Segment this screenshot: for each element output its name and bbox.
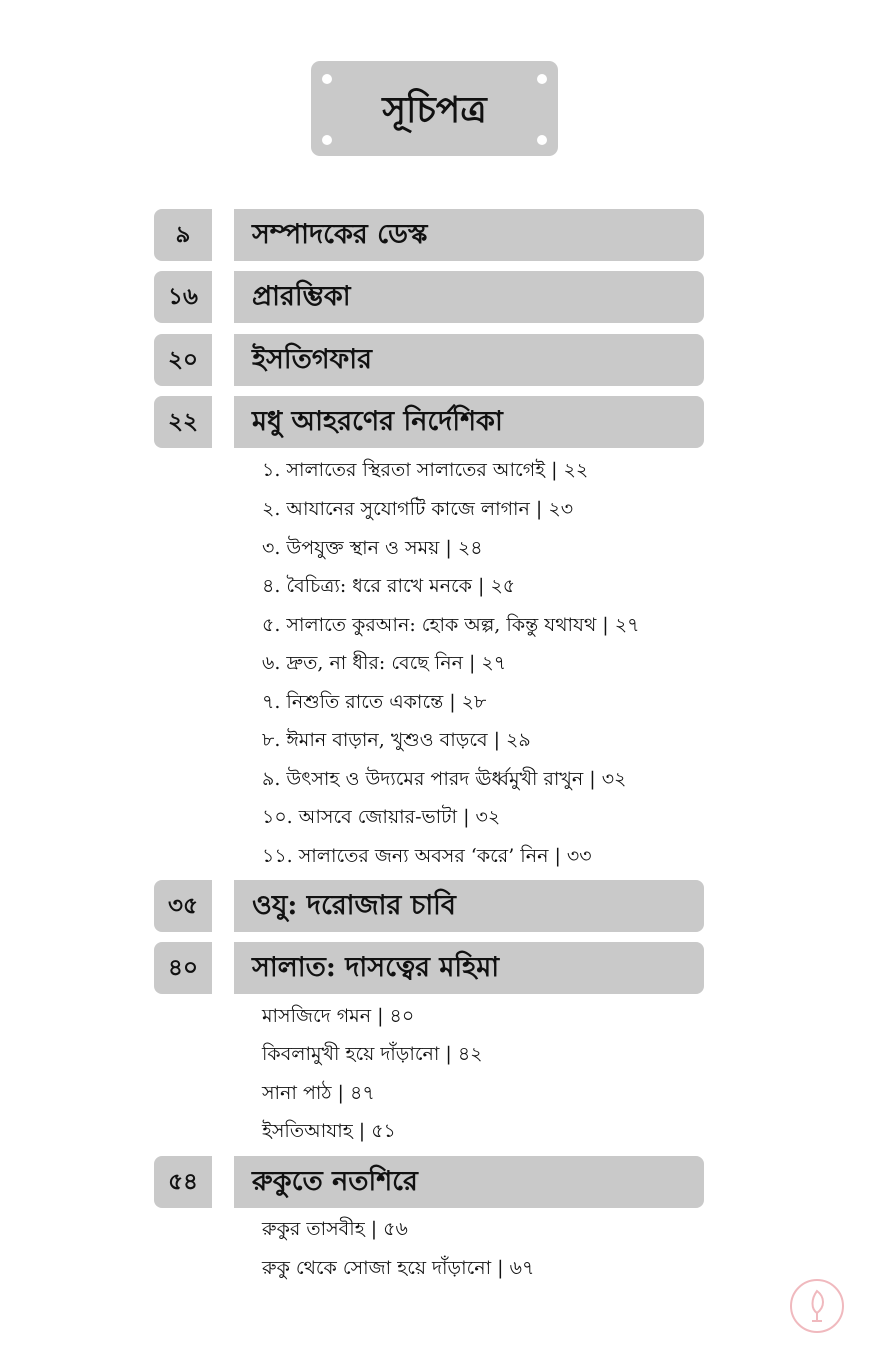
section-page-number: ২০ xyxy=(154,334,212,386)
toc-subitem[interactable]: রুকু থেকে সোজা হয়ে দাঁড়ানো | ৬৭ xyxy=(262,1257,535,1279)
toc-subitem[interactable]: ইসতিআযাহ | ৫১ xyxy=(262,1120,396,1142)
toc-subitem[interactable]: ৬. দ্রুত, না ধীর: বেছে নিন | ২৭ xyxy=(262,652,507,674)
section-page-number: ২২ xyxy=(154,396,212,448)
section-page-number: ৪০ xyxy=(154,942,212,994)
section-title: সম্পাদকের ডেস্ক xyxy=(234,209,704,261)
toc-section[interactable] xyxy=(154,880,704,932)
toc-section[interactable] xyxy=(154,209,704,261)
section-page-number: ৯ xyxy=(154,209,212,261)
publisher-logo-icon xyxy=(790,1279,844,1333)
section-title: প্রারম্ভিকা xyxy=(234,271,704,323)
toc-section[interactable] xyxy=(154,334,704,386)
page-title: সূচিপত্র xyxy=(382,89,487,131)
toc-section[interactable] xyxy=(154,271,704,323)
section-title: ইসতিগফার xyxy=(234,334,704,386)
toc-subitem[interactable]: ৪. বৈচিত্র্য: ধরে রাখে মনকে | ২৫ xyxy=(262,575,516,597)
toc-section[interactable] xyxy=(154,1156,704,1208)
toc-subitem[interactable]: মাসজিদে গমন | ৪০ xyxy=(262,1005,415,1027)
section-title: রুকুতে নতশিরে xyxy=(234,1156,704,1208)
toc-subitem[interactable]: রুকুর তাসবীহ | ৫৬ xyxy=(262,1218,408,1240)
toc-subitem[interactable]: ৩. উপযুক্ত স্থান ও সময় | ২৪ xyxy=(262,537,483,559)
toc-subitem[interactable]: কিবলামুখী হয়ে দাঁড়ানো | ৪২ xyxy=(262,1043,483,1065)
section-page-number: ১৬ xyxy=(154,271,212,323)
toc-subitem[interactable]: ৮. ঈমান বাড়ান, খুশুও বাড়বে | ২৯ xyxy=(262,729,531,751)
toc-section[interactable] xyxy=(154,396,704,448)
toc-section[interactable] xyxy=(154,942,704,994)
toc-subitem[interactable]: ১০. আসবে জোয়ার-ভাটা | ৩২ xyxy=(262,806,501,828)
toc-subitem[interactable]: ৭. নিশুতি রাতে একান্তে | ২৮ xyxy=(262,691,487,713)
section-page-number: ৩৫ xyxy=(154,880,212,932)
toc-subitem[interactable]: সানা পাঠ | ৪৭ xyxy=(262,1082,375,1104)
toc-subitem[interactable]: ১. সালাতের স্থিরতা সালাতের আগেই | ২২ xyxy=(262,459,589,481)
toc-subitem[interactable]: ২. আযানের সুযোগটি কাজে লাগান | ২৩ xyxy=(262,498,574,520)
title-plate xyxy=(311,61,558,156)
section-title: ওযু: দরোজার চাবি xyxy=(234,880,704,932)
section-title: মধু আহরণের নির্দেশিকা xyxy=(234,396,704,448)
section-title: সালাত: দাসত্বের মহিমা xyxy=(234,942,704,994)
toc-subitem[interactable]: ১১. সালাতের জন্য অবসর ‘করে’ নিন | ৩৩ xyxy=(262,845,592,867)
toc-subitem[interactable]: ৯. উৎসাহ ও উদ্যমের পারদ ঊর্ধ্বমুখী রাখুন | ৩২ xyxy=(262,768,627,790)
section-page-number: ৫৪ xyxy=(154,1156,212,1208)
toc-subitem[interactable]: ৫. সালাতে কুরআন: হোক অল্প, কিন্তু যথাযথ | ২৭ xyxy=(262,614,640,636)
